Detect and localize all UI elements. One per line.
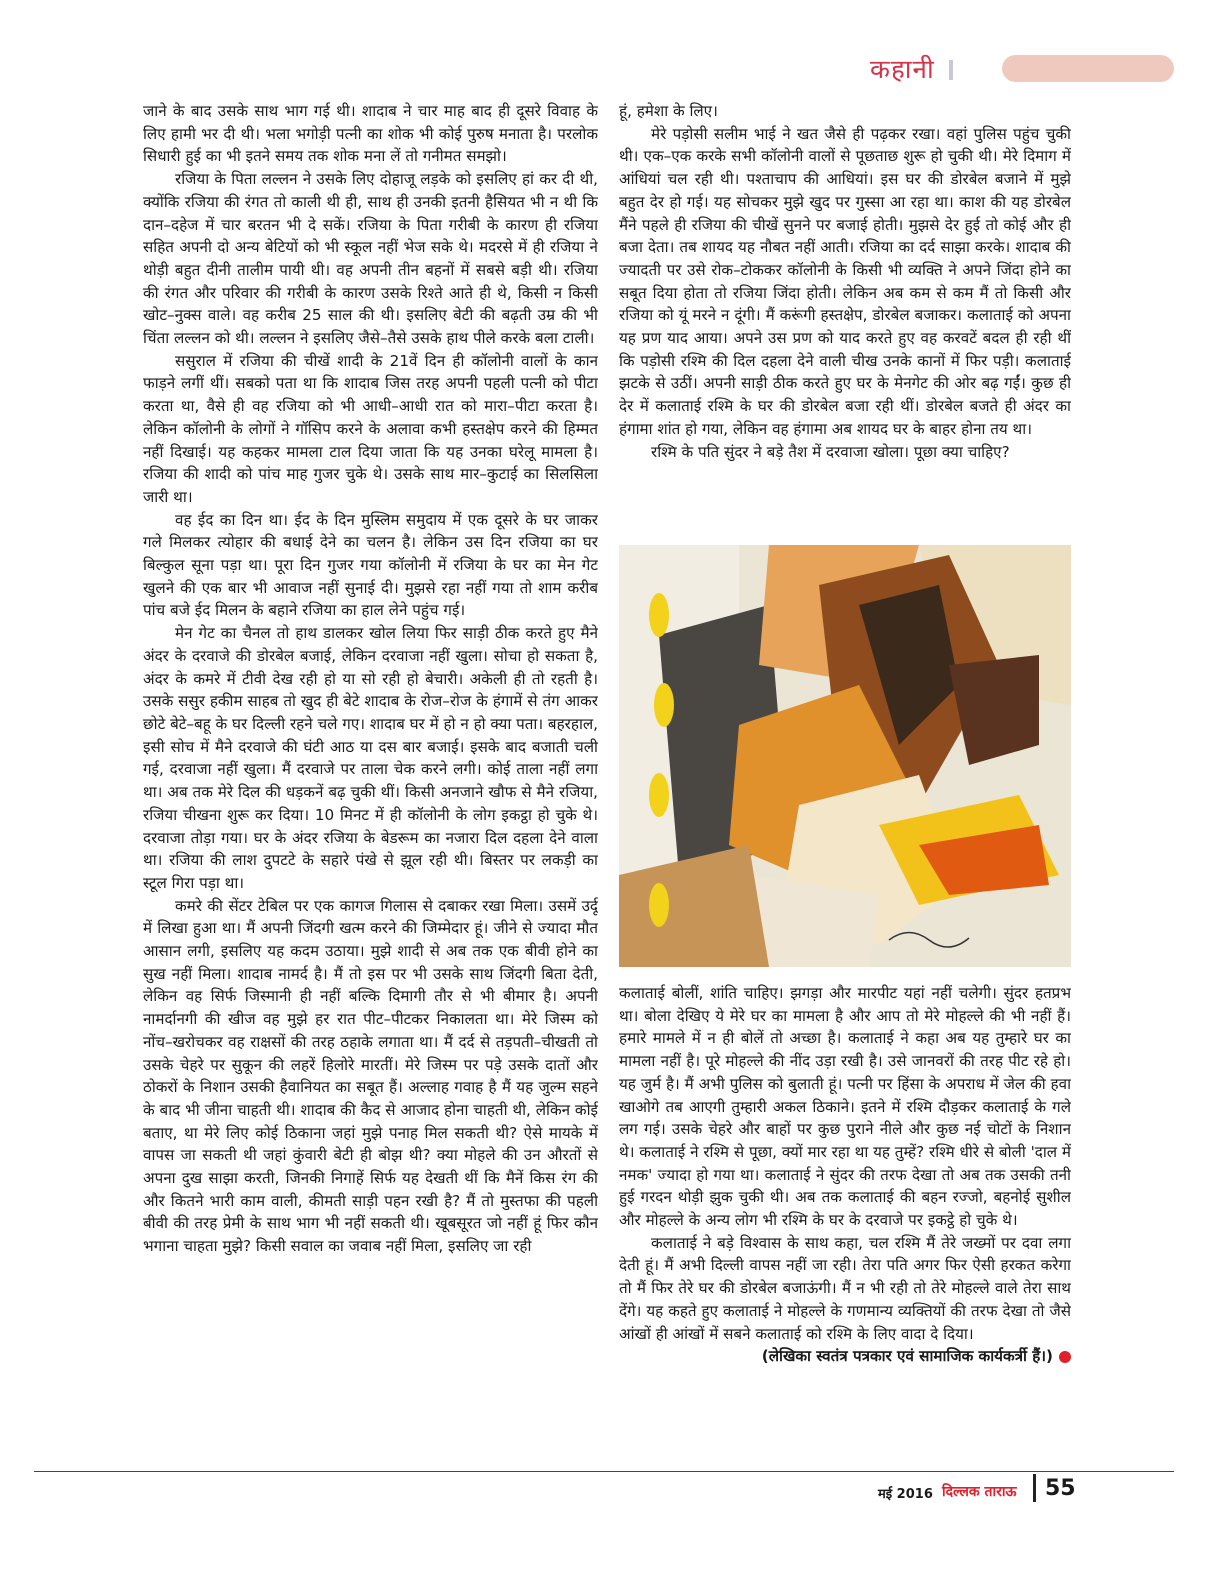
paragraph: मेरे पड़ोसी सलीम भाई ने खत जैसे ही पढ़कर रखा। वहां पुलिस पहुंच चुकी थी। एक–एक करके सभी कॉलोनी वालों से पूछताछ शुरू हो चुकी थी। मेरे दिमाग में आंधियां चल रही थी। पश्ताचाप की आधियां। इस घर की डोरबेल बजाने में मुझे बहुत देर हो गई। यह सोचकर मुझे खुद पर गुस्सा आ रहा था। काश की यह डोरबेल मैंने पहले ही रजिया की चीखें सुनने पर बजाई होती। मुझसे देर हुई तो कोई और ही बजा देता। तब शायद यह नौबत नहीं आती। रजिया का दर्द साझा करके। शादाब की ज्यादती पर उसे रोक–टोककर कॉलोनी के किसी भी व्यक्ति ने अपने जिंदा होने का सबूत दिया होता तो रजिया जिंदा होती। लेकिन अब कम से कम मैं तो किसी और रजिया को यूं मरने न दूंगी। मैं करूंगी हस्तक्षेप, डोरबेल बजाकर। कलाताई को अपना यह प्रण याद आया। अपने उस प्रण को याद करते हुए वह करवटें बदल ही रही थीं कि पड़ोसी रश्मि की दिल दहला देने वाली चीख उनके कानों में फिर पड़ी। कलाताई झटके से उठीं। अपनी साड़ी ठीक करते हुए घर के मेनगेट की ओर बढ़ गईं। कुछ ही देर में कलाताई रश्मि के घर की डोरबेल बजा रही थीं। डोरबेल बजते ही अंदर का हंगामा शांत हो गया, लेकिन वह हंगामा अब शायद घर के बाहर होना तय था। [619, 124, 1071, 438]
header-decoration-pill [1002, 55, 1174, 82]
left-column [143, 100, 598, 1462]
paragraph: कलाताई बोलीं, शांति चाहिए। झगड़ा और मारपीट यहां नहीं चलेगी। सुंदर हतप्रभ था। बोला देखिए ये मेरे घर का मामला है और आप तो मेरे मोहल्ले की भी नहीं हैं। हमारे मामले में न ही बोलें तो अच्छा है। कलाताई ने कहा अब यह तुम्हारे घर का मामला नहीं है। पूरे मोहल्ले की नींद उड़ा रखी है। उसे जानवरों की तरह पीट रहे हो। यह जुर्म है। मैं अभी पुलिस को बुलाती हूं। पत्नी पर हिंसा के अपराध में जेल की हवा खाओगे तब आएगी तुम्हारी अकल ठिकाने। इतने में रश्मि दौड़कर कलाताई के गले लग गई। उसके चेहरे और बाहों पर कुछ पुराने नीले और कुछ नई चोटों के निशान थे। कलाताई ने रश्मि से पूछा, क्यों मार रहा था यह तुम्हें? रश्मि धीरे से बोली 'दाल में नमक' ज्यादा हो गया था। कलाताई ने सुंदर की तरफ देखा तो अब तक उसकी तनी हुई गरदन थोड़ी झुक चुकी थी। अब तक कलाताई की बहन रज्जो, बहनोई सुशील और मोहल्ले के अन्य लोग भी रश्मि के घर के दरवाजे पर इकट्ठे हो चुके थे। [619, 984, 1071, 1230]
paragraph: कमरे की सेंटर टेबिल पर एक कागज गिलास से दबाकर रखा मिला। उसमें उर्दू में लिखा हुआ था। मैं अपनी जिंदगी खत्म करने की जिम्मेदार हूं। जीने से ज्यादा मौत आसान लगी, इसलिए यह कदम उठाया। मुझे शादी से अब तक एक बीवी होने का सुख नहीं मिला। शादाब नामर्द है। मैं तो इस पर भी उसके साथ जिंदगी बिता देती, लेकिन वह सिर्फ जिस्मानी ही नहीं बल्कि दिमागी तौर से भी बीमार है। अपनी नामर्दानगी की खीज वह मुझे हर रात पीट–पीटकर निकालता था। मेरे जिस्म को नोंच–खरोचकर वह राक्षसों की तरह ठहाके लगाता था। मैं दर्द से तड़पती–चीखती तो उसके चेहरे पर सुकून की लहरें हिलोरे मारतीं। मेरे जिस्म पर पड़े उसके दातों और ठोकरों के निशान उसकी हैवानियत का सबूत हैं। अल्लाह गवाह है मैं यह जुल्म सहने के बाद भी जीना चाहती थी। शादाब की कैद से आजाद होना चाहती थी, लेकिन कोई बताए, था मेरे लिए कोई ठिकाना जहां मुझे पनाह मिल सकती थी? ऐसे मायके में वापस जा सकती थी जहां कुंवारी बेटी ही बोझ थी? क्या मोहले की उन औरतों से अपना दुख साझा करती, जिनकी निगाहें सिर्फ यह देखती थीं कि मैनें किस रंग की और कितने भारी काम वाली, कीमती साड़ी पहन रखी है? मैं तो मुस्तफा की पहली बीवी की तरह प्रेमी के साथ भाग भी नहीं सकती थी। खूबसूरत जो नहीं हूं फिर कौन भगाना चाहता मुझे? किसी सवाल का जवाब नहीं मिला, इसलिए जा रही [143, 896, 598, 1256]
paragraph: ससुराल में रजिया की चीखें शादी के 21वें दिन ही कॉलोनी वालों के कान फाड़ने लगीं थीं। सबको पता था कि शादाब जिस तरह अपनी पहली पत्नी को पीटा करता था, वैसे ही वह रजिया को भी आधी–आधी रात को मारा–पीटा करता है। लेकिन कॉलोनी के लोगों ने गॉसिप करने के अलावा कभी हस्तक्षेप करने की हिम्मत नहीं दिखाई। यह कहकर मामला टाल दिया जाता कि यह उनका घरेलू मामला है। रजिया की शादी को पांच माह गुजर चुके थे। उसके साथ मार–कुटाई का सिलसिला जारी था। [143, 351, 598, 506]
author-note-text: (लेखिका स्वतंत्र पत्रकार एवं सामाजिक कार्यकर्त्री हैं।) [761, 1347, 1053, 1366]
issue-date: मई 2016 [878, 1487, 933, 1502]
footer-rule [34, 1471, 1174, 1472]
page-number: 55 [1045, 1476, 1076, 1501]
illustration-svg [619, 545, 1071, 967]
right-column-bottom [619, 982, 1071, 1460]
paragraph: जाने के बाद उसके साथ भाग गई थी। शादाब ने चार माह बाद ही दूसरे विवाह के लिए हामी भर दी थी। भला भगोड़ी पत्नी का शोक भी कोई पुरुष मनाता है। परलोक सिधारी हुई का भी इतने समय तक शोक मना लें तो गनीमत समझो। [143, 102, 598, 166]
paragraph: रश्मि के पति सुंदर ने बड़े तैश में दरवाजा खोला। पूछा क्या चाहिए? [651, 442, 1010, 461]
paragraph: रजिया के पिता लल्लन ने उसके लिए दोहाजू लड़के को इसलिए हां कर दी थी, क्योंकि रजिया की रंगत तो काली थी ही, साथ ही उनकी इतनी हैसियत भी न थी कि दान–दहेज में चार बरतन भी दे सकें। रजिया के पिता गरीबी के कारण ही रजिया सहित अपनी दो अन्य बेटियों को भी स्कूल नहीं भेज सके थे। मदरसे में ही रजिया ने थोड़ी बहुत दीनी तालीम पायी थी। वह अपनी तीन बहनों में सबसे बड़ी थी। रजिया की रंगत और परिवार की गरीबी के कारण उसके रिश्ते आते ही थे, किसी न किसी खोट–नुक्स वाले। वह करीब 25 साल की थी। इसलिए बेटी की बढ़ती उम्र की भी चिंता लल्लन को थी। लल्लन ने इसलिए जैसे–तैसे उसके हाथ पीले करके बला टाली। [143, 170, 598, 348]
paragraph: वह ईद का दिन था। ईद के दिन मुस्लिम समुदाय में एक दूसरे के घर जाकर गले मिलकर त्योहार की बधाई देने का चलन है। लेकिन उस दिन रजिया का घर बिल्कुल सूना पड़ा था। पूरा दिन गुजर गया कॉलोनी में रजिया के घर का मेन गेट खुलने की एक बार भी आवाज नहीं सुनाई दी। मुझसे रहा नहीं गया तो शाम करीब पांच बजे ईद मिलन के बहाने रजिया का हाल लेने पहुंच गई। [143, 510, 598, 620]
footer-divider [1033, 1474, 1036, 1502]
paragraph: कलाताई ने बड़े विश्वास के साथ कहा, चल रश्मि मैं तेरे जख्मों पर दवा लगा देती हूं। मैं अभी दिल्ली वापस नहीं जा रही। तेरा पति अगर फिर ऐसी हरकत करेगा तो मैं फिर तेरे घर की डोरबेल बजाऊंगी। मैं न भी रही तो तेरे मोहल्ले वाले तेरा साथ देंगे। यह कहते हुए कलाताई ने मोहल्ले के गणमान्य व्यक्तियों की तरफ देखा तो जैसे आंखों ही आंखों में सबने कलाताई को रश्मि के लिए वादा दे दिया। [619, 1233, 1071, 1343]
story-illustration [619, 545, 1071, 967]
right-column-top [619, 100, 1071, 538]
end-mark-icon [1059, 1351, 1071, 1363]
header-divider [949, 60, 953, 80]
paragraph: हूं, हमेशा के लिए। [619, 102, 718, 120]
paragraph: मेन गेट का चैनल तो हाथ डालकर खोल लिया फिर साड़ी ठीक करते हुए मैने अंदर के दरवाजे की डोरबेल बजाई, लेकिन दरवाजा नहीं खुला। सोचा हो सकता है, अंदर के कमरे में टीवी देख रही हो या सो रही हो बेचारी। अकेली ही तो रहती है। उसके ससुर हकीम साहब तो खुद ही बेटे शादाब के रोज–रोज के हंगामें से तंग आकर छोटे बेटे–बहू के घर दिल्ली रहने चले गए। शादाब घर में हो न हो क्या पता। बहरहाल, इसी सोच में मैने दरवाजे की घंटी आठ या दस बार बजाई। इसके बाद बजाती चली गई, दरवाजा नहीं खुला। मैं दरवाजे पर ताला चेक करने लगी। कोई ताला नहीं लगा था। अब तक मेरे दिल की धड़कनें बढ़ चुकी थीं। किसी अनजाने खौफ से मैने रजिया, रजिया चीखना शुरू कर दिया। 10 मिनट में ही कॉलोनी के लोग इकट्ठा हो चुके थे। दरवाजा तोड़ा गया। घर के अंदर रजिया के बेडरूम का नजारा दिल दहला देने वाला था। रजिया की लाश दुपटटे के सहारे पंखे से झूल रही थी। बिस्तर पर लकड़ी का स्टूल गिरा पड़ा था। [143, 624, 598, 892]
magazine-brand: दिल्लक ताराऊ [942, 1484, 1017, 1500]
author-note [619, 1345, 1071, 1368]
section-title: कहानी [870, 55, 935, 85]
